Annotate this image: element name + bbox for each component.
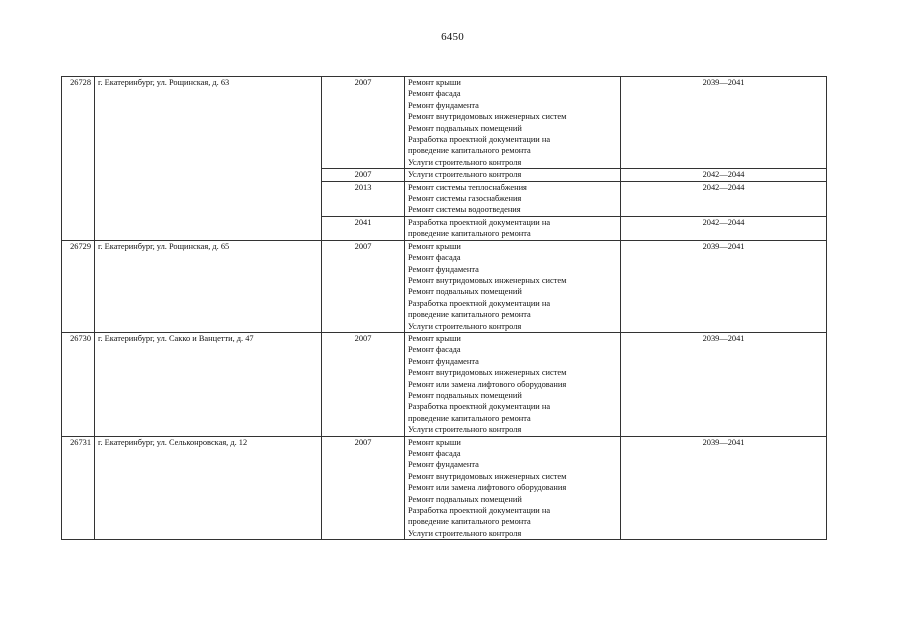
repair-work-item: Услуги строительного контроля — [408, 321, 522, 331]
repair-work-item: Ремонт фасада — [408, 253, 461, 263]
repair-work-item: Ремонт подвальных помещений — [408, 494, 522, 504]
repair-work-item: Ремонт фундамента — [408, 460, 479, 470]
repair-work-item: проведение капитального ремонта — [408, 310, 531, 320]
commissioning-year: 2007 — [322, 332, 405, 436]
planned-period: 2042—2044 — [621, 216, 827, 240]
repair-work-item: Ремонт внутридомовых инженерных систем — [408, 471, 567, 481]
repair-work-item: Ремонт системы газоснабжения — [408, 194, 522, 204]
repair-work-item: Ремонт крыши — [408, 78, 461, 87]
repair-works-list — [405, 169, 621, 181]
building-address: г. Екатеринбург, ул. Рощинская, д. 65 — [95, 240, 322, 332]
table-row — [62, 436, 827, 540]
repair-work-item: проведение капитального ремонта — [408, 413, 531, 423]
repair-work-item: Ремонт системы теплоснабжения — [408, 182, 527, 192]
repair-work-item: Услуги строительного контроля — [408, 425, 522, 435]
repair-work-item: проведение капитального ремонта — [408, 517, 531, 527]
commissioning-year: 2007 — [322, 169, 405, 181]
building-address: г. Екатеринбург, ул. Рощинская, д. 63 — [95, 77, 322, 241]
repair-work-item: Ремонт крыши — [408, 333, 461, 343]
table-row — [62, 332, 827, 436]
repair-work-item: Ремонт внутридомовых инженерных систем — [408, 368, 567, 378]
commissioning-year: 2013 — [322, 181, 405, 216]
repair-work-item: Ремонт подвальных помещений — [408, 390, 522, 400]
repair-work-item: Ремонт внутридомовых инженерных систем — [408, 275, 567, 285]
repair-work-item: Услуги строительного контроля — [408, 157, 522, 167]
repair-work-item: Ремонт фасада — [408, 449, 461, 458]
building-address: г. Екатеринбург, ул. Сельконровская, д. 12 — [95, 436, 322, 540]
repair-work-item: Ремонт фундамента — [408, 356, 479, 366]
planned-period: 2039—2041 — [621, 332, 827, 436]
repair-work-item: Ремонт подвальных помещений — [408, 287, 522, 297]
repair-work-item: проведение капитального ремонта — [408, 229, 531, 239]
repair-work-item: Разработка проектной документации на — [408, 217, 551, 227]
repair-works-list — [405, 436, 621, 540]
repair-work-item: Услуги строительного контроля — [408, 528, 522, 538]
commissioning-year: 2007 — [322, 77, 405, 169]
repair-work-item: Ремонт крыши — [408, 241, 461, 251]
repair-work-item: Разработка проектной документации на — [408, 402, 551, 412]
table-row — [62, 77, 827, 169]
repair-works-list — [405, 77, 621, 169]
record-number: 26731 — [62, 436, 95, 540]
repair-works-list — [405, 240, 621, 332]
repair-work-item: проведение капитального ремонта — [408, 146, 531, 156]
capital-repair-table — [61, 76, 827, 540]
repair-work-item: Ремонт внутридомовых инженерных систем — [408, 112, 567, 122]
planned-period: 2039—2041 — [621, 77, 827, 169]
repair-work-item: Ремонт или замена лифтового оборудования — [408, 379, 567, 389]
repair-work-item: Ремонт системы водоотведения — [408, 205, 521, 215]
table-body — [62, 77, 827, 540]
repair-works-list — [405, 332, 621, 436]
repair-work-item: Разработка проектной документации на — [408, 506, 551, 516]
building-address: г. Екатеринбург, ул. Сакко и Ванцетти, д. 47 — [95, 332, 322, 436]
commissioning-year: 2041 — [322, 216, 405, 240]
repair-work-item: Ремонт фасада — [408, 89, 461, 99]
repair-work-item: Ремонт фундамента — [408, 264, 479, 274]
repair-work-item: Разработка проектной документации на — [408, 298, 551, 308]
repair-works-list — [405, 216, 621, 240]
repair-work-item: Услуги строительного контроля — [408, 170, 522, 180]
record-number: 26728 — [62, 77, 95, 241]
repair-work-item: Ремонт фасада — [408, 345, 461, 355]
planned-period: 2042—2044 — [621, 181, 827, 216]
record-number: 26730 — [62, 332, 95, 436]
record-number: 26729 — [62, 240, 95, 332]
repair-work-item: Разработка проектной документации на — [408, 135, 551, 145]
repair-work-item: Ремонт фундамента — [408, 100, 479, 110]
repair-work-item: Ремонт подвальных помещений — [408, 123, 522, 133]
commissioning-year: 2007 — [322, 240, 405, 332]
planned-period: 2039—2041 — [621, 240, 827, 332]
planned-period: 2042—2044 — [621, 169, 827, 181]
repair-works-list — [405, 181, 621, 216]
repair-work-item: Ремонт крыши — [408, 437, 461, 447]
page-number: 6450 — [441, 31, 464, 43]
commissioning-year: 2007 — [322, 436, 405, 540]
repair-work-item: Ремонт или замена лифтового оборудования — [408, 483, 567, 493]
planned-period: 2039—2041 — [621, 436, 827, 540]
table-row — [62, 240, 827, 332]
